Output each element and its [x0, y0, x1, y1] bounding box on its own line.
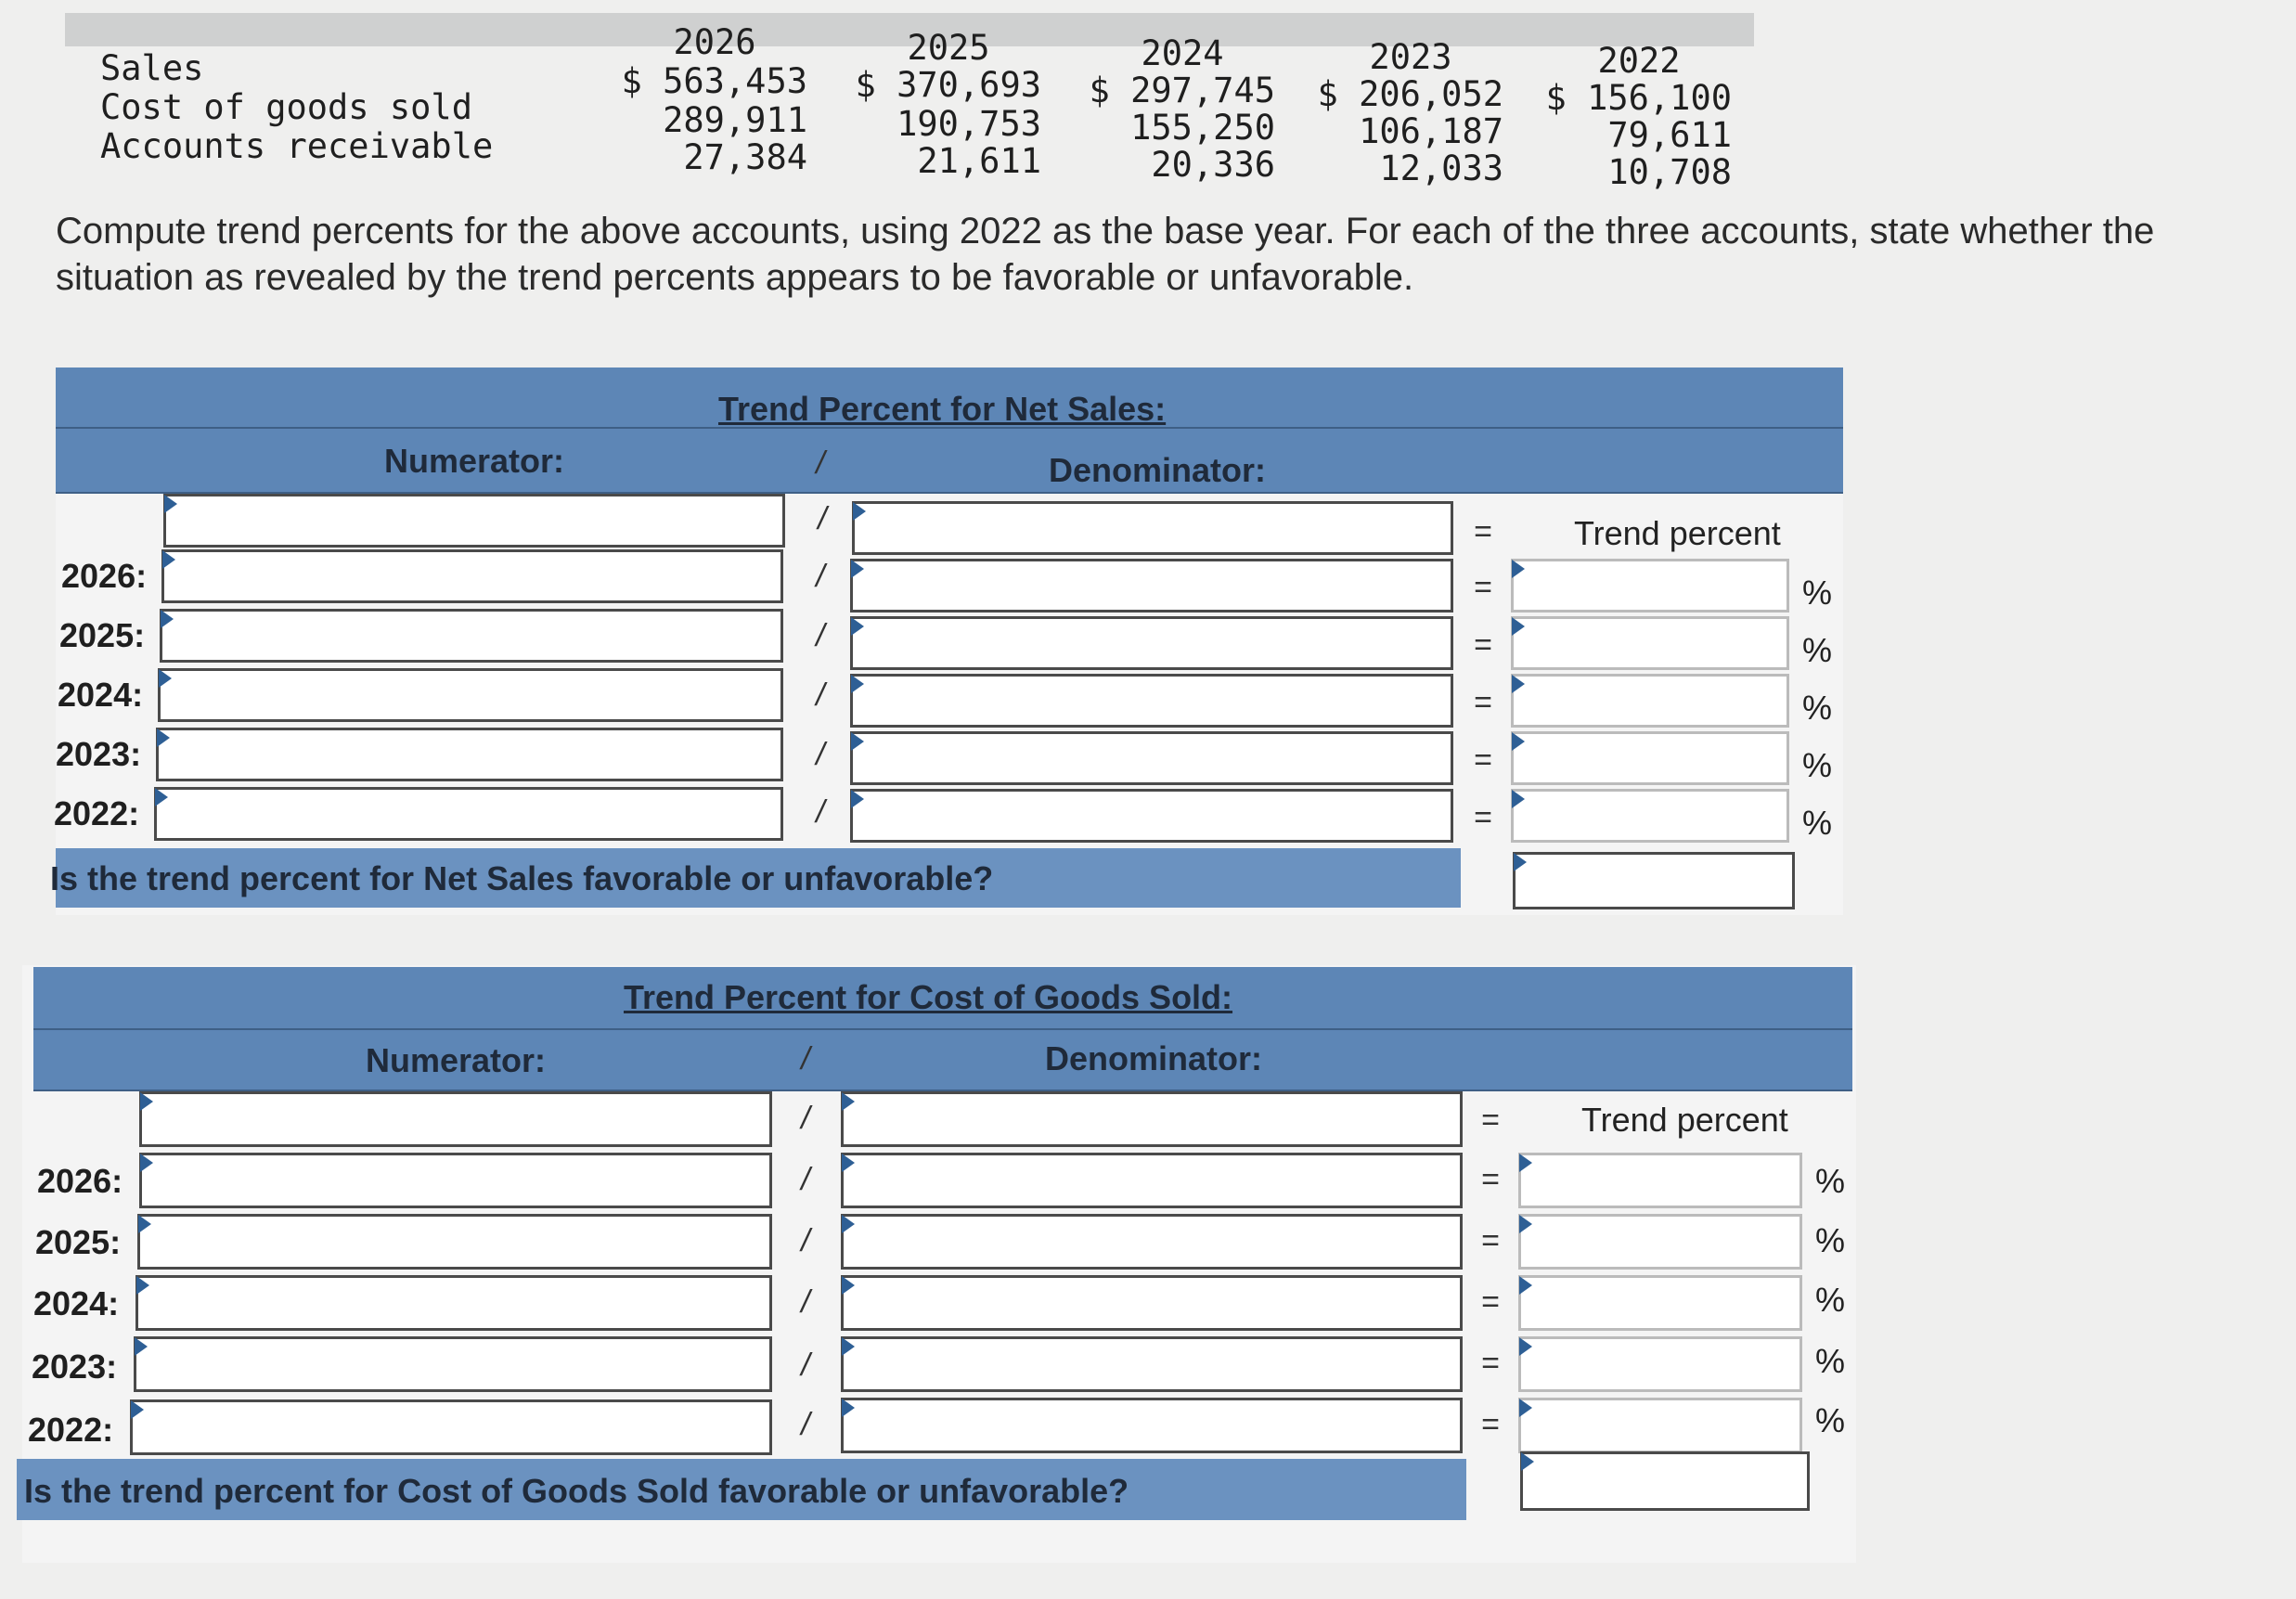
cell-value: $ 563,453 [621, 61, 807, 101]
equals-sign: = [1474, 514, 1492, 549]
divide-sign: / [818, 501, 827, 536]
denominator-header: Denominator: [1049, 451, 1266, 489]
row-label-2026: 2026: [37, 1162, 123, 1200]
row-label-2022: 2022: [54, 794, 140, 832]
divide-header: / [801, 1041, 810, 1077]
trend-percent-input[interactable] [1511, 559, 1789, 613]
row-label-2026: 2026: [61, 557, 148, 595]
year-header: 2024 [1141, 33, 1224, 73]
numerator-input[interactable] [137, 1214, 772, 1270]
instructions-line-1: Compute trend percents for the above accounts, using 2022 as the base year. For each of the three accounts, state whether the [56, 211, 2155, 251]
year-header: 2023 [1369, 37, 1452, 77]
equals-sign: = [1474, 742, 1492, 778]
instructions [56, 208, 2296, 301]
instructions-line-2: situation as revealed by the trend percents appears to be favorable or unfavorable. [56, 257, 1414, 298]
header-band [56, 429, 1843, 494]
numerator-input[interactable] [160, 609, 783, 663]
cell-value: 10,708 [1607, 152, 1732, 192]
percent-sign: % [1815, 1401, 1846, 1439]
trend-percent-input[interactable] [1518, 1153, 1802, 1208]
cell-value: 20,336 [1151, 145, 1275, 185]
equals-sign: = [1474, 627, 1492, 663]
divide-sign: / [801, 1223, 810, 1258]
divide-sign: / [816, 794, 825, 830]
section-title: Trend Percent for Cost of Goods Sold: [624, 978, 1233, 1016]
equals-sign: = [1481, 1284, 1500, 1320]
equals-sign: = [1474, 570, 1492, 605]
percent-sign: % [1802, 804, 1833, 842]
divide-sign: / [816, 677, 825, 713]
divide-sign: / [801, 1162, 810, 1197]
row-label-2025: 2025: [35, 1223, 122, 1261]
divide-sign: / [816, 618, 825, 653]
divide-sign: / [801, 1101, 810, 1136]
favorability-select[interactable] [1520, 1451, 1810, 1511]
row-label-2022: 2022: [28, 1411, 114, 1449]
trend-percent-input[interactable] [1518, 1336, 1802, 1392]
denominator-input[interactable] [841, 1398, 1463, 1453]
denominator-input[interactable] [841, 1336, 1463, 1392]
numerator-input[interactable] [134, 1336, 772, 1392]
row-label-ar: Accounts receivable [100, 126, 494, 166]
denominator-label-input[interactable] [852, 501, 1453, 555]
cell-value: $ 206,052 [1317, 74, 1503, 114]
row-label-2023: 2023: [56, 735, 142, 773]
numerator-input[interactable] [135, 1275, 772, 1331]
percent-sign: % [1802, 631, 1833, 669]
denominator-input[interactable] [850, 559, 1453, 613]
row-label-cogs: Cost of goods sold [100, 87, 472, 127]
divide-sign: / [816, 559, 825, 594]
favorability-select[interactable] [1513, 852, 1795, 909]
cell-value: 190,753 [896, 104, 1041, 144]
percent-sign: % [1815, 1281, 1846, 1319]
year-header: 2025 [907, 28, 990, 68]
cell-value: 155,250 [1130, 108, 1275, 148]
favorability-question: Is the trend percent for Net Sales favorable or unfavorable? [50, 859, 994, 897]
trend-percent-input[interactable] [1518, 1398, 1802, 1453]
percent-sign: % [1802, 689, 1833, 727]
trend-percent-header: Trend percent [1574, 514, 1781, 552]
header-band [33, 1030, 1852, 1091]
denominator-label-input[interactable] [841, 1091, 1463, 1147]
percent-sign: % [1802, 574, 1833, 612]
denominator-input[interactable] [841, 1214, 1463, 1270]
equals-sign: = [1481, 1162, 1500, 1197]
numerator-header: Numerator: [366, 1041, 547, 1079]
trend-percent-header: Trend percent [1581, 1101, 1788, 1139]
equals-sign: = [1481, 1103, 1500, 1138]
row-label-2023: 2023: [32, 1348, 118, 1386]
trend-percent-input[interactable] [1511, 789, 1789, 843]
row-label-2024: 2024: [58, 676, 144, 714]
divide-sign: / [801, 1284, 810, 1320]
equals-sign: = [1481, 1407, 1500, 1442]
numerator-input[interactable] [156, 728, 783, 781]
denominator-header: Denominator: [1045, 1039, 1262, 1077]
percent-sign: % [1802, 746, 1833, 784]
trend-percent-input[interactable] [1511, 674, 1789, 728]
numerator-input[interactable] [154, 787, 783, 841]
percent-sign: % [1815, 1162, 1846, 1200]
section-title: Trend Percent for Net Sales: [718, 390, 1167, 428]
percent-sign: % [1815, 1221, 1846, 1259]
row-label-2025: 2025: [59, 616, 146, 654]
cell-value: 27,384 [683, 137, 807, 177]
divide-sign: / [816, 737, 825, 772]
cell-value: $ 156,100 [1545, 78, 1732, 118]
trend-percent-input[interactable] [1518, 1214, 1802, 1270]
cell-value: 12,033 [1379, 148, 1503, 188]
divide-sign: / [801, 1348, 810, 1383]
trend-percent-input[interactable] [1518, 1275, 1802, 1331]
cell-value: 79,611 [1607, 115, 1732, 155]
trend-percent-input[interactable] [1511, 616, 1789, 670]
equals-sign: = [1481, 1223, 1500, 1258]
denominator-input[interactable] [850, 616, 1453, 670]
percent-sign: % [1815, 1342, 1846, 1380]
numerator-header: Numerator: [384, 442, 565, 480]
denominator-input[interactable] [841, 1153, 1463, 1208]
denominator-input[interactable] [850, 789, 1453, 843]
numerator-label-input[interactable] [139, 1091, 772, 1147]
year-header: 2026 [673, 22, 756, 62]
cell-value: 106,187 [1359, 111, 1503, 151]
denominator-input[interactable] [850, 731, 1453, 785]
numerator-label-input[interactable] [163, 494, 785, 548]
favorability-question: Is the trend percent for Cost of Goods Sold favorable or unfavorable? [24, 1472, 1129, 1510]
equals-sign: = [1481, 1346, 1500, 1381]
denominator-input[interactable] [850, 674, 1453, 728]
numerator-input[interactable] [161, 549, 783, 603]
trend-percent-input[interactable] [1511, 731, 1789, 785]
financial-data-table [0, 0, 2296, 195]
row-label-sales: Sales [100, 48, 204, 88]
denominator-input[interactable] [841, 1275, 1463, 1331]
equals-sign: = [1474, 800, 1492, 835]
divide-sign: / [801, 1407, 810, 1442]
numerator-input[interactable] [139, 1153, 772, 1208]
numerator-input[interactable] [130, 1399, 772, 1455]
numerator-input[interactable] [158, 668, 783, 722]
cell-value: 21,611 [917, 141, 1041, 181]
cell-value: 289,911 [663, 100, 807, 140]
row-label-2024: 2024: [33, 1284, 120, 1322]
cell-value: $ 297,745 [1089, 71, 1275, 110]
cell-value: $ 370,693 [855, 65, 1041, 105]
year-header: 2022 [1597, 41, 1681, 81]
equals-sign: = [1474, 685, 1492, 720]
divide-header: / [816, 445, 825, 481]
